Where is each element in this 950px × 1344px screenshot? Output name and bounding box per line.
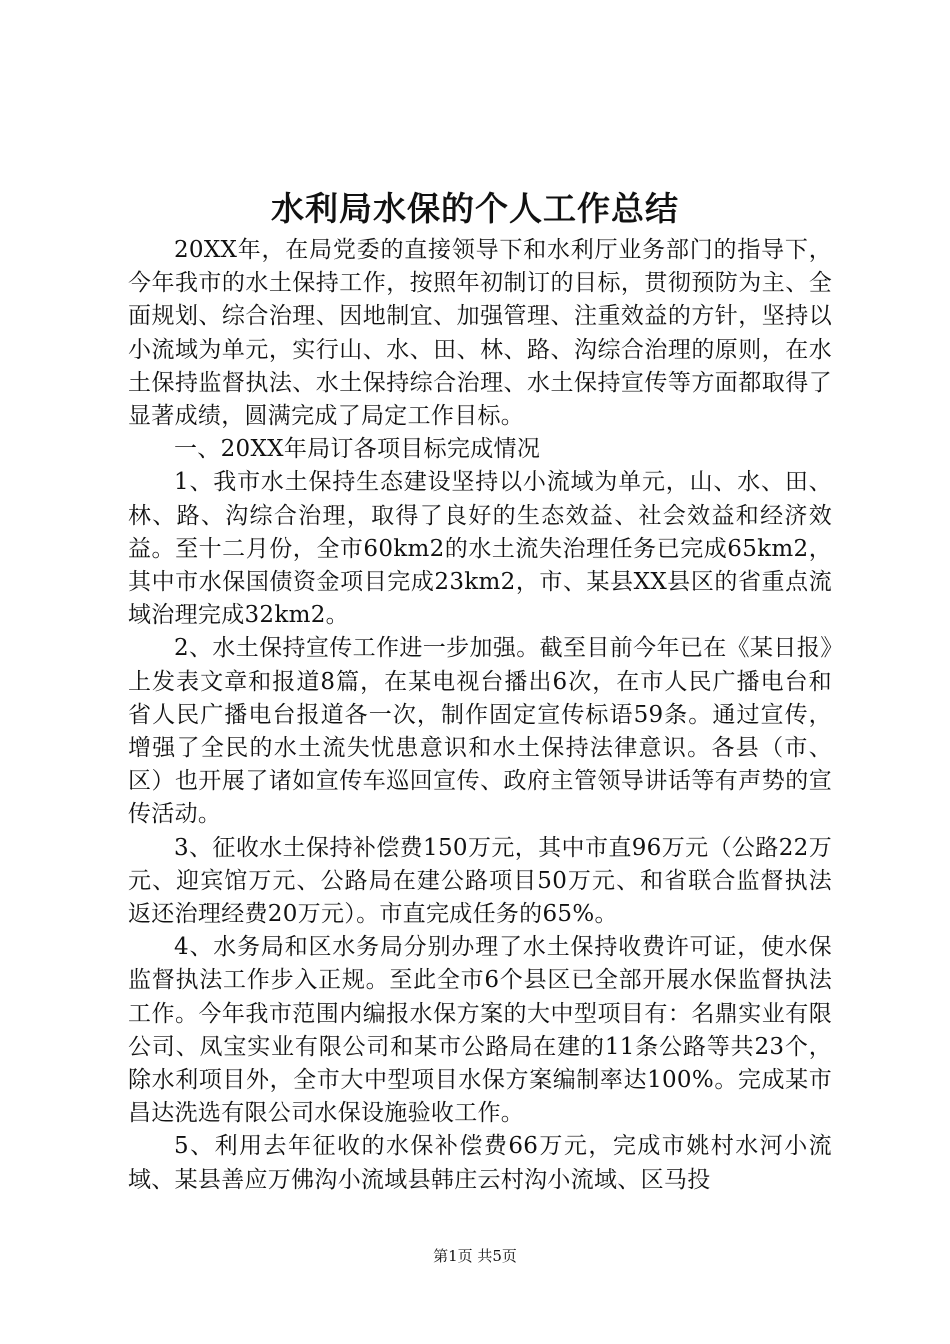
paragraph-item-1: 1、我市水土保持生态建设坚持以小流域为单元，山、水、田、林、路、沟综合治理，取得了良好的生态效益、社会效益和经济效益。至十二月份，全市60km2的水土流失治理任务已完成65km2，其中市水保国债资金项目完成23km2，市、某县XX县区的省重点流域治理完成32km2。 [128, 469, 832, 629]
document-body [128, 234, 832, 1197]
paragraph-item-3: 3、征收水土保持补偿费150万元，其中市直96万元（公路22万元、迎宾馆万元、公路局在建公路项目50万元、和省联合监督执法返还治理经费20万元）。市直完成任务的65%。 [128, 834, 832, 928]
page-number-footer: 第1页 共5页 [433, 1247, 517, 1265]
paragraph-intro: 20XX年，在局党委的直接领导下和水利厅业务部门的指导下，今年我市的水土保持工作，按照年初制订的目标，贯彻预防为主、全面规划、综合治理、因地制宜、加强管理、注重效益的方针，坚持以小流域为单元，实行山、水、田、林、路、沟综合治理的原则，在水土保持监督执法、水土保持综合治理、水土保持宣传等方面都取得了显著成绩，圆满完成了局定工作目标。 [128, 237, 832, 430]
paragraph-item-5: 5、利用去年征收的水保补偿费66万元，完成市姚村水河小流域、某县善应万佛沟小流域县韩庄云村沟小流域、区马投 [128, 1133, 832, 1193]
paragraph-item-4: 4、水务局和区水务局分别办理了水土保持收费许可证，使水保监督执法工作步入正规。至此全市6个县区已全部开展水保监督执法工作。今年我市范围内编报水保方案的大中型项目有：名鼎实业有限公司、凤宝实业有限公司和某市公路局在建的11条公路等共23个，除水利项目外，全市大中型项目水保方案编制率达100%。完成某市昌达洗选有限公司水保设施验收工作。 [128, 934, 832, 1127]
document-title: 水利局水保的个人工作总结 [271, 189, 679, 228]
section-heading: 一、20XX年局订各项目标完成情况 [174, 436, 541, 463]
paragraph-item-2: 2、水土保持宣传工作进一步加强。截至目前今年已在《某日报》上发表文章和报道8篇，在某电视台播出6次，在市人民广播电台和省人民广播电台报道各一次，制作固定宣传标语59条。通过宣传，增强了全民的水土流失忧患意识和水土保持法律意识。各县（市、区）也开展了诸如宣传车巡回宣传、政府主管领导讲话等有声势的宣传活动。 [128, 635, 832, 828]
